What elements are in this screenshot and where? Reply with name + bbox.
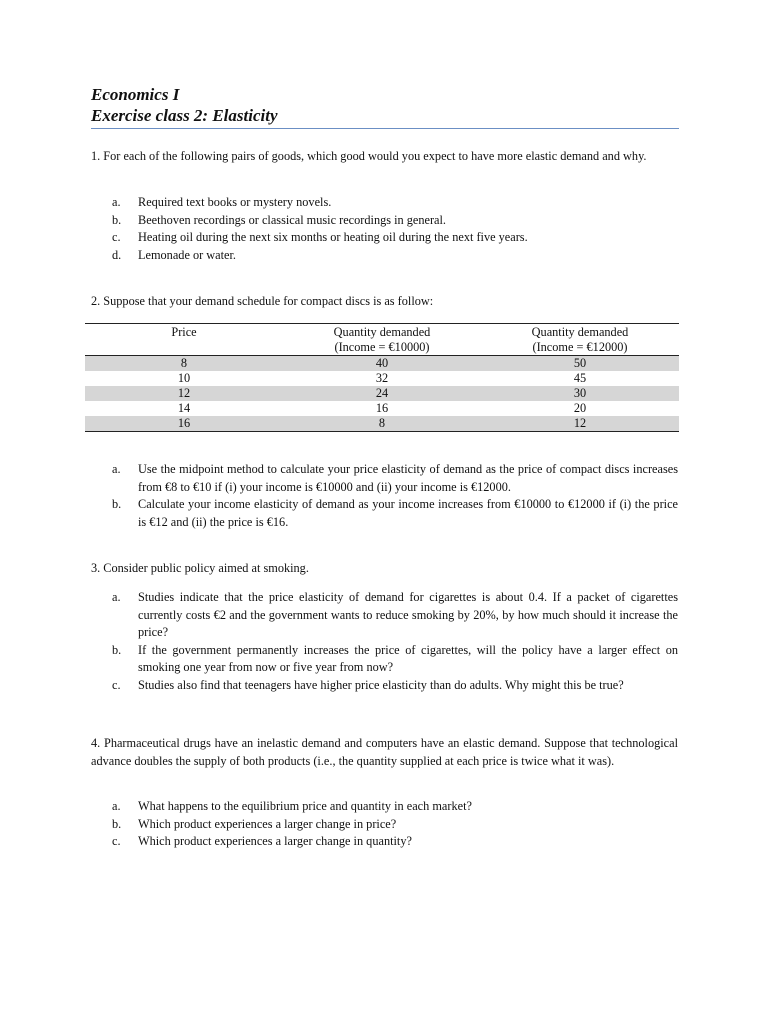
header-price: Price: [171, 325, 197, 339]
cell-qty-12000: 12: [481, 416, 679, 432]
cell-price: 12: [85, 386, 283, 401]
item-marker: c.: [112, 677, 121, 692]
item-marker: a.: [112, 462, 121, 476]
cell-price: 14: [177, 401, 191, 415]
list-item: [112, 589, 678, 642]
item-text: Studies indicate that the price elasticity of demand for cigarettes is about 0.4. If a packet of cigarettes currently costs €2 and the government wants to reduce smoking by 20%, by how much should it increase the price?: [138, 590, 678, 639]
item-marker: a.: [112, 799, 121, 813]
cell-qty-10000: 8: [283, 416, 481, 432]
cell-qty-12000: 50: [481, 356, 679, 372]
table-row: [85, 416, 679, 432]
item-marker: a.: [112, 195, 121, 209]
question-2-items: [112, 461, 678, 531]
question-3-items: [112, 589, 678, 694]
cell-qty-10000: 40: [283, 356, 481, 372]
table-row: [85, 356, 679, 372]
header-qty-income-12000: Quantity demanded (Income = €12000): [531, 325, 629, 354]
table-row: [85, 371, 679, 386]
header-qty-income-10000: Quantity demanded (Income = €10000): [333, 325, 431, 354]
cell-qty-12000: 30: [481, 386, 679, 401]
item-marker: c.: [112, 230, 121, 244]
list-item: [112, 247, 678, 265]
item-text: Use the midpoint method to calculate your price elasticity of demand as the price of compact discs increases from €8 to €10 if (i) your income is €10000 and (ii) your income is €12000.: [138, 462, 678, 494]
question-4-text: 4. Pharmaceutical drugs have an inelastic demand and computers have an elastic demand. Suppose that technological advance doubles the supply of both products (i.e., the quantity supplied at each price is twice what it was).: [91, 736, 678, 768]
cell-qty-12000: 20: [573, 401, 587, 415]
list-item: [112, 816, 678, 834]
list-item: [112, 677, 678, 695]
cell-price: 16: [85, 416, 283, 432]
cell-qty-10000: 24: [283, 386, 481, 401]
exercise-title: Exercise class 2: Elasticity: [91, 106, 278, 125]
item-text: What happens to the equilibrium price and quantity in each market?: [138, 799, 472, 813]
header-rule: [91, 128, 679, 129]
item-text: Required text books or mystery novels.: [138, 195, 332, 209]
question-3-text: 3. Consider public policy aimed at smoking.: [91, 561, 309, 575]
item-marker: b.: [112, 212, 122, 227]
course-title: Economics I: [91, 85, 180, 104]
table-header-row: [85, 324, 679, 356]
item-marker: d.: [112, 247, 122, 262]
cell-qty-12000: 45: [573, 371, 587, 385]
list-item: [112, 461, 678, 496]
question-4-items: [112, 798, 678, 851]
item-text: Studies also find that teenagers have higher price elasticity than do adults. Why might this be true?: [138, 677, 624, 692]
item-marker: c.: [112, 834, 121, 848]
list-item: [112, 642, 678, 677]
item-text: Beethoven recordings or classical music recordings in general.: [138, 212, 446, 227]
item-text: If the government permanently increases the price of cigarettes, will the policy have a larger effect on smoking one year from now or five year from now?: [138, 642, 678, 674]
table-row: [85, 401, 679, 416]
item-text: Lemonade or water.: [138, 247, 236, 262]
demand-schedule-table: [85, 323, 679, 432]
item-text: Which product experiences a larger change in price?: [138, 816, 397, 831]
cell-price: 8: [85, 356, 283, 372]
question-1-text: 1. For each of the following pairs of goods, which good would you expect to have more elastic demand and why.: [91, 149, 647, 163]
item-marker: b.: [112, 642, 122, 657]
cell-qty-10000: 16: [375, 401, 389, 415]
item-text: Calculate your income elasticity of demand as your income increases from €10000 to €12000 if (i) the price is €12 and (ii) the price is €16.: [138, 497, 678, 529]
item-text: Which product experiences a larger change in quantity?: [138, 834, 412, 848]
list-item: [112, 833, 678, 851]
cell-price: 10: [177, 371, 191, 385]
table-row: [85, 386, 679, 401]
list-item: [112, 496, 678, 531]
list-item: [112, 798, 678, 816]
list-item: [112, 194, 678, 212]
cell-qty-10000: 32: [375, 371, 389, 385]
item-marker: a.: [112, 590, 121, 604]
item-text: Heating oil during the next six months or heating oil during the next five years.: [138, 230, 528, 244]
document-header: [91, 84, 679, 126]
item-marker: b.: [112, 497, 122, 511]
question-2-text: 2. Suppose that your demand schedule for compact discs is as follow:: [91, 294, 434, 308]
list-item: [112, 212, 678, 230]
list-item: [112, 229, 678, 247]
question-1-items: [112, 194, 678, 264]
item-marker: b.: [112, 816, 122, 831]
